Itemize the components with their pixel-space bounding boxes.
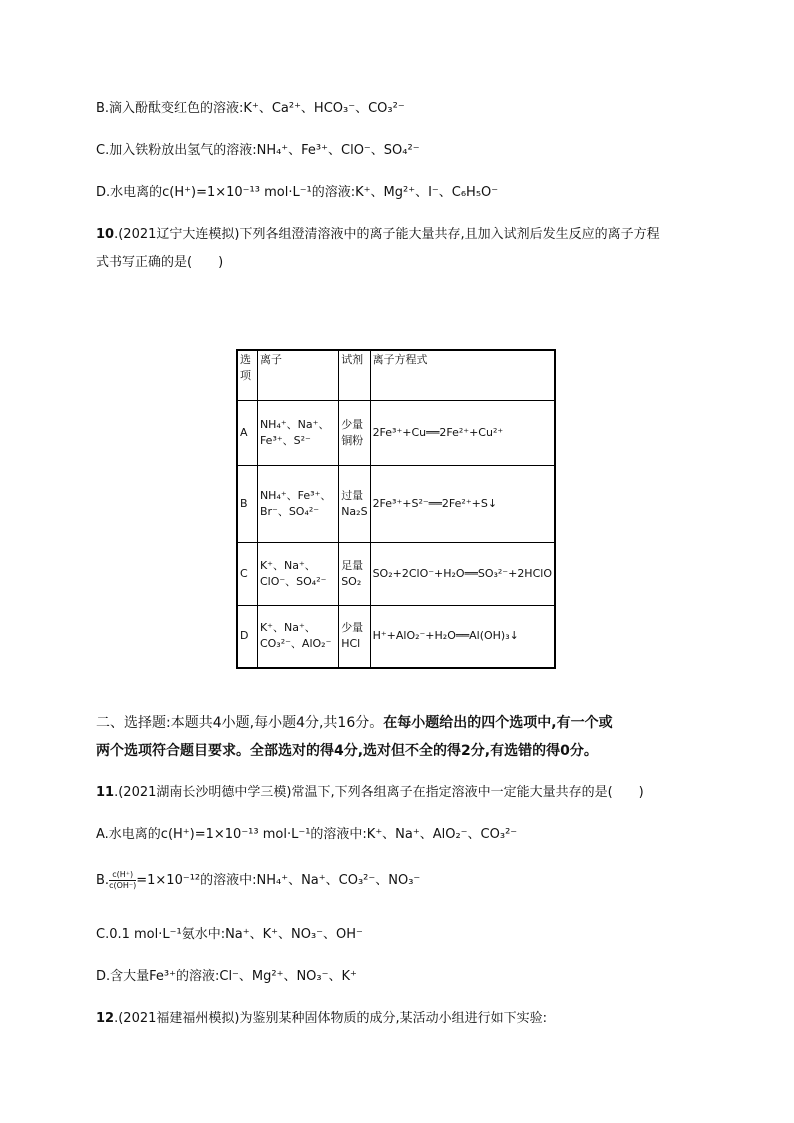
q11-option-b [96,870,420,891]
q10-number: 10 [96,227,115,242]
section2-heading-line1 [96,714,613,732]
q12-stem-text: .(2021福建福州模拟)为鉴别某种固体物质的成分,某活动小组进行如下实验: [114,1011,547,1026]
header-option: 选项 [237,350,257,400]
q11-option-b-fraction [109,870,136,891]
q11-option-a: A.水电离的c(H⁺)=1×10⁻¹³ mol·L⁻¹的溶液中:K⁺、Na⁺、AlO₂⁻、CO₃²⁻ [96,827,518,842]
cell-equation: SO₂+2ClO⁻+H₂O══SO₃²⁻+2HClO [370,542,555,605]
header-equation: 离子方程式 [370,350,555,400]
cell-option: A [237,400,257,465]
q9-option-c: C.加入铁粉放出氢气的溶液:NH₄⁺、Fe³⁺、ClO⁻、SO₄²⁻ [96,143,420,158]
q12-number: 12 [96,1011,115,1026]
table-row [237,400,555,465]
section2-heading-line2: 两个选项符合题目要求。全部选对的得4分,选对但不全的得2分,有选错的得0分。 [96,743,598,759]
cell-ions: K⁺、Na⁺、ClO⁻、SO₄²⁻ [257,542,338,605]
cell-equation: H⁺+AlO₂⁻+H₂O══Al(OH)₃↓ [370,605,555,668]
q10-stem-line1 [96,226,660,244]
q9-option-b: B.滴入酚酞变红色的溶液:K⁺、Ca²⁺、HCO₃⁻、CO₃²⁻ [96,101,405,116]
cell-ions: NH₄⁺、Fe³⁺、Br⁻、SO₄²⁻ [257,465,338,542]
cell-equation: 2Fe³⁺+Cu══2Fe²⁺+Cu²⁺ [370,400,555,465]
q12-stem [96,1010,547,1028]
q11-option-b-prefix: B. [96,873,110,888]
table-row [237,605,555,668]
q10-stem-line2: 式书写正确的是( ) [96,255,224,270]
fraction-denominator: c(OH⁻) [109,881,137,890]
table-row [237,542,555,605]
q11-stem-text: .(2021湖南长沙明德中学三模)常温下,下列各组离子在指定溶液中一定能大量共存的是( ) [114,785,644,800]
q10-stem-text: .(2021辽宁大连模拟)下列各组澄清溶液中的离子能大量共存,且加入试剂后发生反应的离子方程 [114,227,660,242]
cell-ions: NH₄⁺、Na⁺、Fe³⁺、S²⁻ [257,400,338,465]
header-ions: 离子 [257,350,338,400]
cell-reagent: 少量HCl [339,605,370,668]
table-header-row [237,350,555,400]
cell-ions: K⁺、Na⁺、CO₃²⁻、AlO₂⁻ [257,605,338,668]
table-row [237,465,555,542]
fraction-numerator: c(H⁺) [109,870,136,881]
section2-heading-part-a: 二、选择题:本题共4小题,每小题4分,共16分。 [96,715,384,731]
q11-number: 11 [96,785,115,800]
q10-options-table [236,349,556,669]
cell-option: B [237,465,257,542]
q11-option-b-text: =1×10⁻¹²的溶液中:NH₄⁺、Na⁺、CO₃²⁻、NO₃⁻ [136,873,421,888]
cell-reagent: 过量Na₂S [339,465,370,542]
cell-equation: 2Fe³⁺+S²⁻══2Fe²⁺+S↓ [370,465,555,542]
header-reagent: 试剂 [339,350,370,400]
cell-option: D [237,605,257,668]
q11-option-c: C.0.1 mol·L⁻¹氨水中:Na⁺、K⁺、NO₃⁻、OH⁻ [96,927,363,942]
cell-reagent: 足量SO₂ [339,542,370,605]
q9-option-d: D.水电离的c(H⁺)=1×10⁻¹³ mol·L⁻¹的溶液:K⁺、Mg²⁺、I⁻、C₆H₅O⁻ [96,185,499,200]
cell-reagent: 少量铜粉 [339,400,370,465]
q11-option-d: D.含大量Fe³⁺的溶液:Cl⁻、Mg²⁺、NO₃⁻、K⁺ [96,969,357,984]
cell-option: C [237,542,257,605]
q11-stem [96,784,644,802]
section2-heading-part-b: 在每小题给出的四个选项中,有一个或 [383,715,613,731]
